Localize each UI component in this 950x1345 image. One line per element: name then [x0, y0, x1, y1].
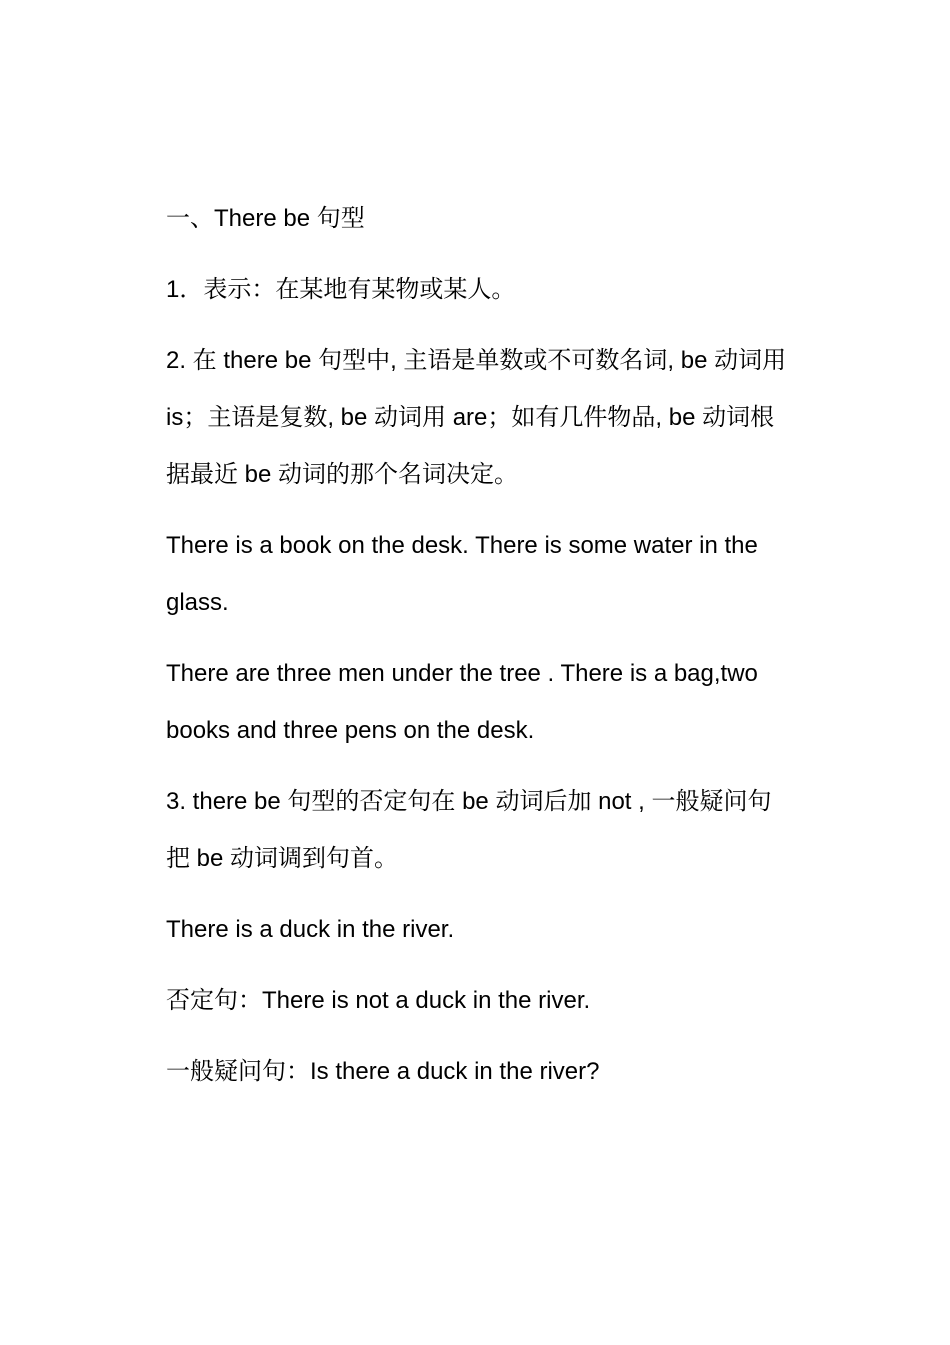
example-sentence: There are three men under the tree . There is a bag,two books and three pens on the desk.: [166, 660, 758, 744]
section-heading: 一、There be 句型: [166, 205, 365, 232]
document-body: [166, 190, 788, 1114]
rule-2-paragraph: 2. 在 there be 句型中, 主语是单数或不可数名词, be 动词用 is；主语是复数, be 动词用 are；如有几件物品, be 动词根据最近 be 动词的那个名词决定。: [166, 347, 787, 488]
example-sentence: There is a book on the desk. There is some water in the glass.: [166, 532, 758, 616]
example-sentence: There is a duck in the river.: [166, 916, 455, 943]
negative-example: 否定句：There is not a duck in the river.: [166, 987, 591, 1014]
rule-3-paragraph: 3. there be 句型的否定句在 be 动词后加 not , 一般疑问句把 be 动词调到句首。: [166, 788, 772, 872]
rule-1-paragraph: 1．表示：在某地有某物或某人。: [166, 276, 516, 303]
question-example: 一般疑问句：Is there a duck in the river?: [166, 1058, 600, 1085]
